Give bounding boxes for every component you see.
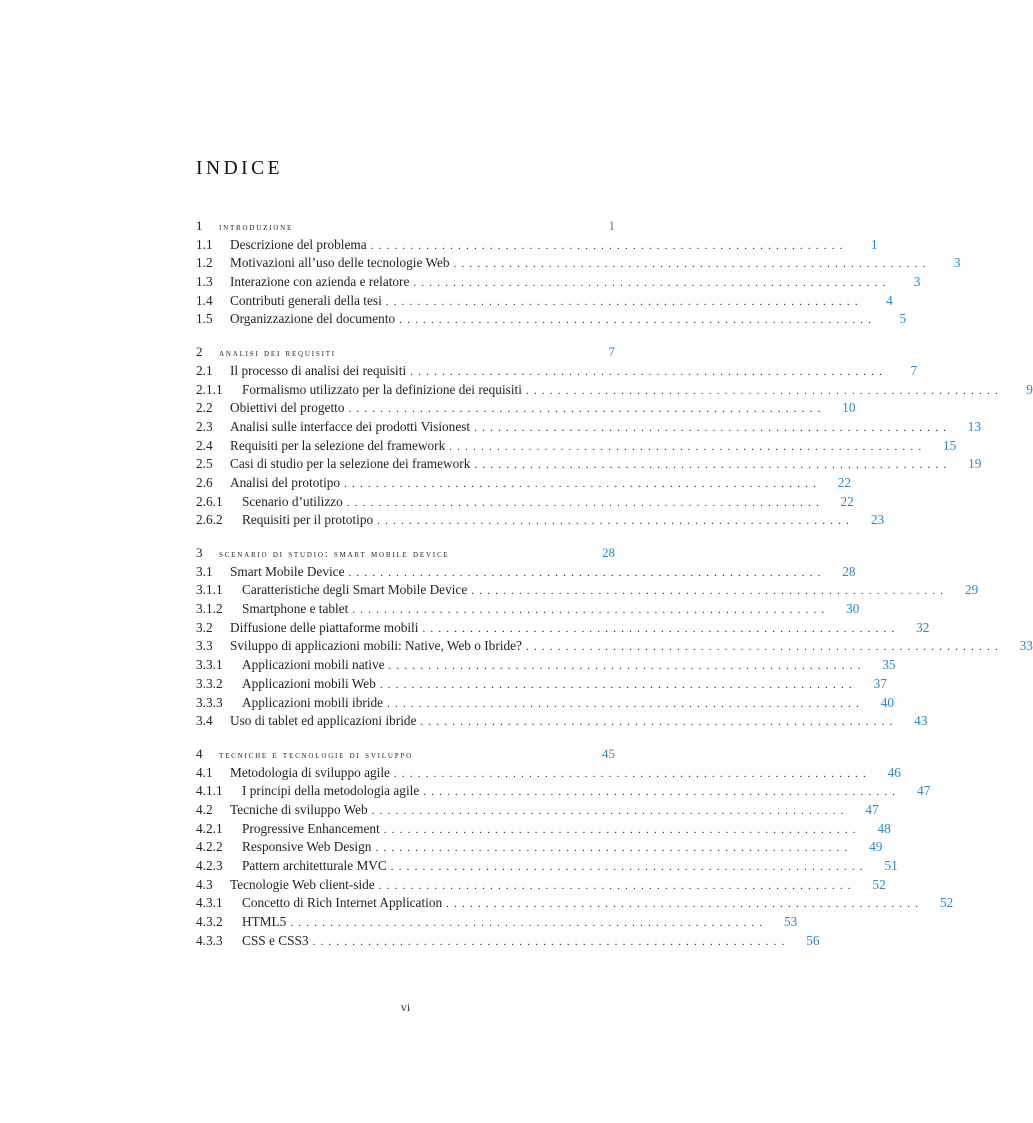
dot-leader: ............................................................ — [383, 823, 861, 836]
section-title: Contributi generali della tesi — [230, 292, 382, 308]
chapter-number: 1 — [196, 218, 203, 233]
dot-leader: ............................................................ — [378, 879, 856, 892]
toc-subsection[interactable] — [196, 493, 854, 513]
dot-leader: ............................................................ — [474, 421, 952, 434]
section-number: 3.1 — [196, 563, 213, 579]
section-number: 2.2 — [196, 400, 213, 416]
toc-subsection[interactable] — [196, 512, 885, 531]
section-title: Requisiti per il prototipo — [242, 512, 374, 528]
toc-subsection[interactable] — [196, 914, 798, 933]
dot-leader: ............................................................ — [399, 314, 877, 327]
section-number: 1.3 — [196, 274, 213, 290]
toc-subsection[interactable] — [196, 839, 883, 858]
section-title: Applicazioni mobili ibride — [242, 694, 384, 710]
section-page-link[interactable]: 40 — [880, 694, 895, 710]
toc-section[interactable] — [196, 311, 907, 330]
toc-section[interactable] — [196, 456, 982, 475]
section-title: Requisiti per la selezione del framework — [230, 437, 446, 453]
dot-leader: ............................................................ — [387, 697, 865, 710]
section-number: 3.4 — [196, 713, 213, 729]
section-page-link[interactable]: 48 — [877, 820, 891, 836]
section-title: Organizzazione del documento — [230, 311, 396, 327]
chapter-page-link[interactable]: 45 — [602, 745, 615, 761]
section-number: 4.3.3 — [196, 932, 223, 948]
section-page-link[interactable]: 35 — [882, 657, 896, 673]
toc-subsection[interactable] — [196, 783, 931, 802]
section-title: CSS e CSS3 — [242, 932, 309, 948]
toc-chapter[interactable] — [196, 218, 615, 237]
section-number: 4.2.1 — [196, 820, 223, 836]
section-page-link[interactable]: 33 — [1019, 638, 1033, 654]
toc-section[interactable] — [196, 418, 982, 438]
section-title: Interazione con azienda e relatore — [230, 274, 410, 290]
section-title: HTML5 — [242, 914, 287, 930]
section-page-link[interactable]: 56 — [806, 932, 820, 948]
section-page-link[interactable]: 37 — [873, 675, 887, 691]
section-number: 4.2.2 — [196, 839, 223, 855]
section-page-link[interactable]: 22 — [840, 493, 854, 509]
toc-section[interactable] — [196, 274, 921, 293]
toc-subsection[interactable] — [196, 932, 820, 952]
dot-leader: ............................................................ — [375, 842, 853, 855]
dot-leader: ............................................................ — [385, 295, 863, 308]
section-page-link[interactable]: 47 — [865, 801, 879, 817]
section-page-link[interactable]: 23 — [870, 512, 885, 528]
section-page-link[interactable]: 52 — [939, 895, 954, 911]
dot-leader: ............................................................ — [453, 258, 931, 271]
table-of-contents — [196, 218, 1033, 951]
section-title: Formalismo utilizzato per la definizione dei requisiti — [242, 381, 522, 397]
section-number: 1.5 — [196, 311, 213, 327]
section-page-link[interactable]: 30 — [846, 601, 860, 617]
chapter-gap — [196, 531, 615, 545]
toc-section[interactable] — [196, 437, 957, 457]
toc-subsection[interactable] — [196, 657, 896, 676]
dot-leader: ............................................................ — [474, 459, 952, 472]
section-number: 3.1.1 — [196, 582, 223, 598]
section-title: Motivazioni all’uso delle tecnologie Web — [230, 255, 450, 271]
dot-leader: ............................................................ — [449, 440, 927, 453]
section-number: 1.4 — [196, 292, 213, 308]
toc-subsection[interactable] — [196, 858, 898, 877]
section-page-link[interactable]: 47 — [916, 783, 931, 799]
section-page-link[interactable]: 3 — [953, 255, 961, 271]
dot-leader: ............................................................ — [370, 239, 848, 252]
section-title: Smart Mobile Device — [230, 563, 345, 579]
toc-section[interactable] — [196, 255, 961, 274]
dot-leader: ............................................................ — [525, 641, 1003, 654]
section-number: 4.3.1 — [196, 895, 223, 911]
section-page-link[interactable]: 9 — [1026, 381, 1033, 397]
toc-subsection[interactable] — [196, 601, 860, 620]
section-number: 3.3.1 — [196, 657, 223, 673]
section-page-link[interactable]: 51 — [884, 858, 898, 873]
toc-section[interactable] — [196, 713, 928, 732]
section-page-link[interactable]: 52 — [872, 876, 886, 892]
section-page-link[interactable]: 28 — [842, 563, 856, 579]
section-number: 2.5 — [196, 456, 213, 472]
section-title: I principi della metodologia agile — [242, 783, 420, 799]
section-number: 4.1.1 — [196, 783, 223, 799]
section-number: 3.3 — [196, 638, 213, 654]
section-page-link[interactable]: 22 — [837, 474, 852, 490]
chapter-title: tecniche e tecnologie di sviluppo — [219, 749, 413, 761]
toc-section[interactable] — [196, 474, 852, 494]
toc-chapter[interactable] — [196, 545, 615, 564]
section-title: Metodologia di sviluppo agile — [230, 764, 390, 780]
chapter-title: scenario di studio: smart mobile device — [219, 549, 450, 560]
section-title: Obiettivi del progetto — [230, 400, 345, 416]
toc-section[interactable] — [196, 638, 1033, 657]
section-title: Il processo di analisi dei requisiti — [230, 362, 407, 378]
dot-leader: ............................................................ — [371, 804, 849, 817]
section-page-link[interactable]: 7 — [910, 362, 918, 378]
chapter-title: introduzione — [219, 222, 294, 233]
section-title: Responsive Web Design — [242, 839, 372, 855]
page-title: INDICE — [196, 158, 284, 179]
toc-subsection[interactable] — [196, 675, 887, 695]
section-number: 2.6.1 — [196, 493, 223, 509]
section-title: Tecniche di sviluppo Web — [230, 801, 368, 817]
dot-leader: ............................................................ — [410, 365, 888, 378]
dot-leader: ............................................................ — [446, 898, 924, 911]
toc-section[interactable] — [196, 764, 901, 784]
section-number: 1.2 — [196, 255, 213, 271]
section-page-link[interactable]: 13 — [967, 418, 982, 434]
section-number: 4.3.2 — [196, 914, 223, 930]
chapter-page-link[interactable]: 7 — [608, 344, 615, 360]
section-page-link[interactable]: 5 — [899, 311, 907, 327]
section-title: Sviluppo di applicazioni mobili: Native, Web o Ibride? — [230, 638, 522, 654]
toc-section[interactable] — [196, 619, 930, 639]
section-number: 3.3.2 — [196, 675, 223, 691]
dot-leader: ............................................................ — [393, 767, 871, 780]
chapter-gap — [196, 330, 615, 344]
dot-leader: ............................................................ — [388, 660, 866, 673]
section-page-link[interactable]: 32 — [916, 619, 930, 635]
section-title: Smartphone e tablet — [242, 601, 349, 617]
section-number: 2.1 — [196, 362, 213, 378]
dot-leader: ............................................................ — [422, 622, 900, 635]
dot-leader: ............................................................ — [290, 917, 768, 930]
section-title: Progressive Enhancement — [242, 820, 380, 836]
section-number: 4.2.3 — [196, 858, 223, 873]
section-page-link[interactable]: 46 — [887, 764, 901, 780]
toc-section[interactable] — [196, 400, 856, 419]
dot-leader: ............................................................ — [346, 496, 824, 509]
chapter-page-link[interactable]: 1 — [608, 218, 615, 233]
chapter-number: 2 — [196, 344, 203, 360]
section-title: Scenario d’utilizzo — [242, 493, 343, 509]
toc-section[interactable] — [196, 362, 918, 382]
toc-chapter[interactable] — [196, 344, 615, 363]
section-number: 2.4 — [196, 437, 213, 453]
section-title: Uso di tablet ed applicazioni ibride — [230, 713, 417, 729]
section-page-link[interactable]: 53 — [784, 914, 798, 930]
dot-leader: ............................................................ — [379, 678, 857, 691]
section-page-link[interactable]: 19 — [968, 456, 982, 472]
toc-subsection[interactable] — [196, 582, 979, 601]
toc-subsection[interactable] — [196, 694, 895, 714]
dot-leader: ............................................................ — [471, 585, 949, 598]
toc-subsection[interactable] — [196, 381, 1033, 401]
chapter-number: 4 — [196, 745, 203, 761]
section-title: Applicazioni mobili native — [242, 657, 385, 673]
toc-section[interactable] — [196, 876, 886, 896]
section-title: Tecnologie Web client-side — [230, 876, 375, 892]
toc-section[interactable] — [196, 236, 878, 256]
chapter-gap — [196, 732, 615, 746]
section-title: Analisi sulle interfacce dei prodotti Visionest — [230, 418, 471, 434]
dot-leader: ............................................................ — [348, 403, 826, 416]
section-number: 1.1 — [196, 236, 213, 252]
page-number: vi — [400, 1000, 411, 1014]
dot-leader: ............................................................ — [413, 277, 891, 290]
dot-leader: ............................................................ — [344, 477, 822, 490]
dot-leader: ............................................................ — [423, 786, 901, 799]
chapter-number: 3 — [196, 545, 203, 560]
section-number: 2.6.2 — [196, 512, 223, 528]
section-number: 4.2 — [196, 801, 213, 817]
section-page-link[interactable]: 4 — [886, 292, 893, 308]
section-title: Concetto di Rich Internet Application — [242, 895, 443, 911]
chapter-page-link[interactable]: 28 — [602, 545, 615, 560]
dot-leader: ............................................................ — [348, 566, 826, 579]
section-number: 2.1.1 — [196, 381, 223, 397]
section-title: Applicazioni mobili Web — [242, 675, 376, 691]
section-page-link[interactable]: 49 — [869, 839, 883, 855]
section-page-link[interactable]: 15 — [942, 437, 957, 453]
dot-leader: ............................................................ — [377, 515, 855, 528]
toc-chapter[interactable] — [196, 746, 615, 765]
section-number: 2.3 — [196, 418, 213, 434]
chapter-title: analisi dei requisiti — [219, 348, 336, 360]
section-title: Caratteristiche degli Smart Mobile Device — [242, 582, 468, 598]
dot-leader: ............................................................ — [390, 861, 868, 873]
section-number: 3.2 — [196, 619, 213, 635]
section-title: Diffusione delle piattaforme mobili — [230, 619, 419, 635]
section-page-link[interactable]: 10 — [842, 400, 856, 416]
section-page-link[interactable]: 29 — [964, 582, 979, 598]
section-number: 4.1 — [196, 764, 213, 780]
section-title: Descrizione del problema — [230, 236, 367, 252]
toc-section[interactable] — [196, 801, 879, 821]
section-title: Analisi del prototipo — [230, 474, 341, 490]
dot-leader: ............................................................ — [420, 716, 898, 729]
section-number: 3.1.2 — [196, 601, 223, 617]
section-page-link[interactable]: 43 — [914, 713, 928, 729]
toc-subsection[interactable] — [196, 895, 954, 914]
section-number: 4.3 — [196, 876, 213, 892]
dot-leader: ............................................................ — [312, 935, 790, 948]
section-page-link[interactable]: 1 — [870, 236, 878, 252]
dot-leader: ............................................................ — [352, 604, 830, 617]
section-number: 2.6 — [196, 474, 213, 490]
toc-section[interactable] — [196, 563, 856, 583]
dot-leader: ............................................................ — [525, 384, 1003, 397]
section-number: 3.3.3 — [196, 694, 223, 710]
toc-section[interactable] — [196, 292, 893, 312]
section-title: Pattern architetturale MVC — [242, 858, 387, 873]
section-title: Casi di studio per la selezione dei framework — [230, 456, 471, 472]
toc-subsection[interactable] — [196, 820, 891, 840]
section-page-link[interactable]: 3 — [913, 274, 921, 290]
